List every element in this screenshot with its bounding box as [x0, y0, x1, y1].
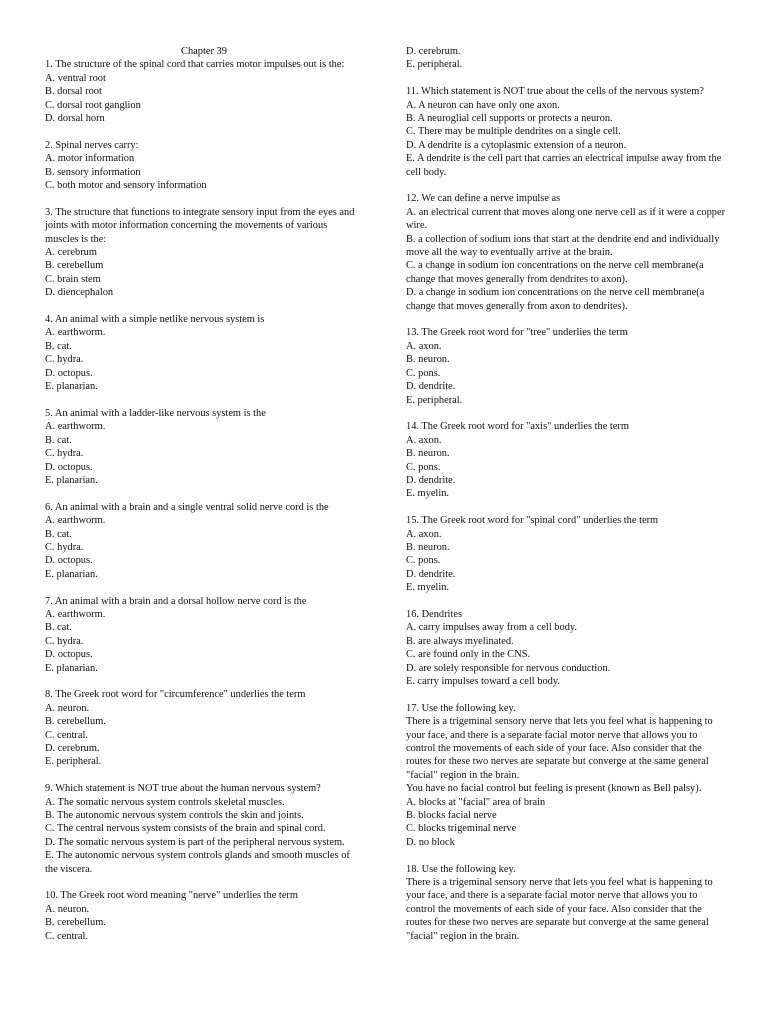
question-block — [406, 45, 728, 72]
answer-option: A. axon. — [406, 528, 442, 540]
answer-option: B. cerebellum — [45, 260, 104, 272]
question-block — [45, 595, 363, 675]
answer-option: B. neuron. — [406, 541, 450, 553]
answer-option: D. dendrite. — [406, 381, 456, 393]
question-text: 13. The Greek root word for "tree" underlies the term — [406, 327, 628, 339]
question-block — [406, 85, 728, 179]
right-column — [406, 45, 728, 943]
chapter-title: Chapter 39 — [181, 46, 227, 57]
answer-option: E. peripheral. — [406, 394, 463, 406]
answer-option: E. peripheral. — [45, 756, 102, 768]
answer-option: C. pons. — [406, 367, 441, 379]
answer-option: A. neuron. — [45, 702, 90, 714]
question-block — [45, 889, 363, 943]
question-text: 14. The Greek root word for "axis" underlies the term — [406, 421, 629, 433]
answer-option: E. The autonomic nervous system controls glands and smooth muscles of the viscera. — [45, 850, 350, 875]
answer-option: C. pons. — [406, 555, 441, 567]
answer-option: B. cerebellum. — [45, 917, 106, 929]
answer-option: C. both motor and sensory information — [45, 180, 207, 192]
answer-option: You have no facial control but feeling is present (known as Bell palsy). — [406, 783, 702, 795]
answer-option: E. myelin. — [406, 582, 449, 594]
answer-option: B. are always myelinated. — [406, 635, 514, 647]
answer-option: E. carry impulses toward a cell body. — [406, 676, 560, 687]
answer-option: D. a change in sodium ion concentrations on the nerve cell membrane(a change that moves generally from axon to dendrites). — [406, 287, 705, 312]
answer-option: A. earthworm. — [45, 421, 106, 433]
answer-option: C. blocks trigeminal nerve — [406, 823, 517, 835]
answer-option: A. earthworm. — [45, 608, 106, 620]
answer-option: C. hydra. — [45, 448, 84, 460]
answer-option: C. pons. — [406, 461, 441, 473]
answer-option: C. hydra. — [45, 354, 84, 366]
answer-option: E. planarian. — [45, 381, 98, 393]
question-block — [406, 702, 728, 849]
question-text: 12. We can define a nerve impulse as — [406, 193, 561, 205]
answer-option: B. dorsal root — [45, 86, 102, 98]
question-text: 6. An animal with a brain and a single ventral solid nerve cord is the — [45, 501, 329, 513]
answer-option: C. hydra. — [45, 635, 84, 647]
answer-option: E. planarian. — [45, 568, 98, 580]
answer-option: A. blocks at "facial" area of brain — [406, 796, 546, 808]
answer-option: C. central. — [45, 930, 88, 942]
question-block — [406, 863, 728, 943]
answer-option: There is a trigeminal sensory nerve that lets you feel what is happening to your face, and there is a separate facial motor nerve that allows you to control the movements of each side of your face. Also consider that the routes for these two nerves are separate but converge at the same general "facial" region in the brain. — [406, 877, 713, 942]
answer-option: C. hydra. — [45, 541, 84, 553]
answer-option: A. ventral root — [45, 72, 106, 84]
question-text: D. cerebrum. — [406, 46, 461, 57]
answer-option: C. dorsal root ganglion — [45, 99, 141, 111]
answer-option: C. a change in sodium ion concentrations on the nerve cell membrane(a change that moves generally from dendrites to axon). — [406, 260, 704, 285]
question-text: 4. An animal with a simple netlike nervous system is — [45, 314, 265, 326]
question-text: 7. An animal with a brain and a dorsal hollow nerve cord is the — [45, 595, 307, 607]
answer-option: A. A neuron can have only one axon. — [406, 99, 560, 111]
question-block — [406, 514, 728, 594]
answer-option: A. an electrical current that moves along one nerve cell as if it were a copper wire. — [406, 206, 726, 232]
question-text: 10. The Greek root word meaning "nerve" underlies the term — [45, 890, 298, 902]
answer-option: A. earthworm. — [45, 515, 106, 527]
answer-option: B. neuron. — [406, 354, 450, 366]
answer-option: B. a collection of sodium ions that start at the dendrite end and individually move all the way to eventually arrive at the brain. — [406, 233, 720, 259]
answer-option: A. neuron. — [45, 903, 90, 915]
answer-option: B. cat. — [45, 434, 72, 446]
answer-option: E. myelin. — [406, 488, 449, 500]
question-block — [406, 420, 728, 500]
answer-option: D. octopus. — [45, 649, 93, 661]
answer-option: D. octopus. — [45, 555, 93, 567]
answer-option: B. sensory information — [45, 166, 141, 178]
question-text: 15. The Greek root word for "spinal cord" underlies the term — [406, 515, 659, 527]
question-block — [45, 206, 363, 300]
answer-option: D. The somatic nervous system is part of the peripheral nervous system. — [45, 836, 345, 848]
answer-option: B. A neuroglial cell supports or protects a neuron. — [406, 113, 613, 125]
question-block — [406, 326, 728, 406]
answer-option: B. cat. — [45, 528, 72, 540]
answer-option: E. peripheral. — [406, 59, 463, 71]
answer-option: D. diencephalon — [45, 287, 114, 299]
question-block — [45, 501, 363, 581]
answer-option: A. cerebrum — [45, 247, 97, 259]
answer-option: D. are solely responsible for nervous conduction. — [406, 662, 611, 674]
answer-option: D. dendrite. — [406, 474, 456, 486]
answer-option: D. no block — [406, 836, 455, 848]
answer-option: D. octopus. — [45, 367, 93, 379]
answer-option: C. are found only in the CNS. — [406, 649, 531, 661]
question-text: 9. Which statement is NOT true about the human nervous system? — [45, 783, 321, 795]
question-block — [45, 139, 363, 193]
answer-option: B. cat. — [45, 340, 72, 352]
question-text: 18. Use the following key. — [406, 863, 516, 875]
answer-option: A. carry impulses away from a cell body. — [406, 622, 578, 634]
answer-option: B. The autonomic nervous system controls the skin and joints. — [45, 810, 304, 822]
question-block — [406, 608, 728, 688]
question-block — [406, 192, 728, 313]
answer-option: There is a trigeminal sensory nerve that lets you feel what is happening to your face, and there is a separate facial motor nerve that allows you to control the movements of each side of your face. Also consider that the routes for these two nerves are separate but converge at the same general "facial" region in the brain. — [406, 716, 713, 781]
answer-option: D. dorsal horn — [45, 113, 105, 125]
answer-option: B. neuron. — [406, 448, 450, 460]
question-text: 16. Dendrites — [406, 608, 462, 620]
answer-option: B. cat. — [45, 622, 72, 634]
answer-option: A. motor information — [45, 153, 135, 165]
answer-option: C. central. — [45, 729, 88, 741]
answer-option: D. A dendrite is a cytoplasmic extension of a neuron. — [406, 139, 627, 151]
question-text: 2. Spinal nerves carry: — [45, 139, 139, 151]
answer-option: B. cerebellum. — [45, 716, 106, 728]
question-block — [45, 313, 363, 393]
answer-option: D. dendrite. — [406, 568, 456, 580]
answer-option: E. A dendrite is the cell part that carries an electrical impulse away from the cell body. — [406, 153, 722, 178]
answer-option: A. axon. — [406, 434, 442, 446]
question-text: 1. The structure of the spinal cord that carries motor impulses out is the: — [45, 59, 345, 71]
question-block — [45, 782, 363, 876]
answer-option: C. There may be multiple dendrites on a single cell. — [406, 126, 621, 138]
left-column — [45, 45, 363, 943]
question-block — [45, 688, 363, 768]
question-block — [45, 58, 363, 125]
answer-option: E. planarian. — [45, 662, 98, 674]
question-text: 11. Which statement is NOT true about the cells of the nervous system? — [406, 86, 704, 98]
answer-option: D. octopus. — [45, 461, 93, 473]
answer-option: C. The central nervous system consists of the brain and spinal cord. — [45, 823, 326, 835]
question-text: 8. The Greek root word for "circumference" underlies the term — [45, 689, 306, 701]
answer-option: E. planarian. — [45, 474, 98, 486]
answer-option: A. earthworm. — [45, 327, 106, 339]
question-text: 5. An animal with a ladder-like nervous system is the — [45, 407, 266, 419]
question-block — [45, 407, 363, 487]
answer-option: A. axon. — [406, 340, 442, 352]
answer-option: B. blocks facial nerve — [406, 810, 497, 822]
question-text: 17. Use the following key. — [406, 702, 516, 714]
question-text: 3. The structure that functions to integrate sensory input from the eyes and joints with motor information concerning the movements of various muscles is the: — [45, 206, 355, 245]
answer-option: C. brain stem — [45, 273, 101, 285]
answer-option: D. cerebrum. — [45, 743, 100, 755]
answer-option: A. The somatic nervous system controls skeletal muscles. — [45, 796, 285, 808]
